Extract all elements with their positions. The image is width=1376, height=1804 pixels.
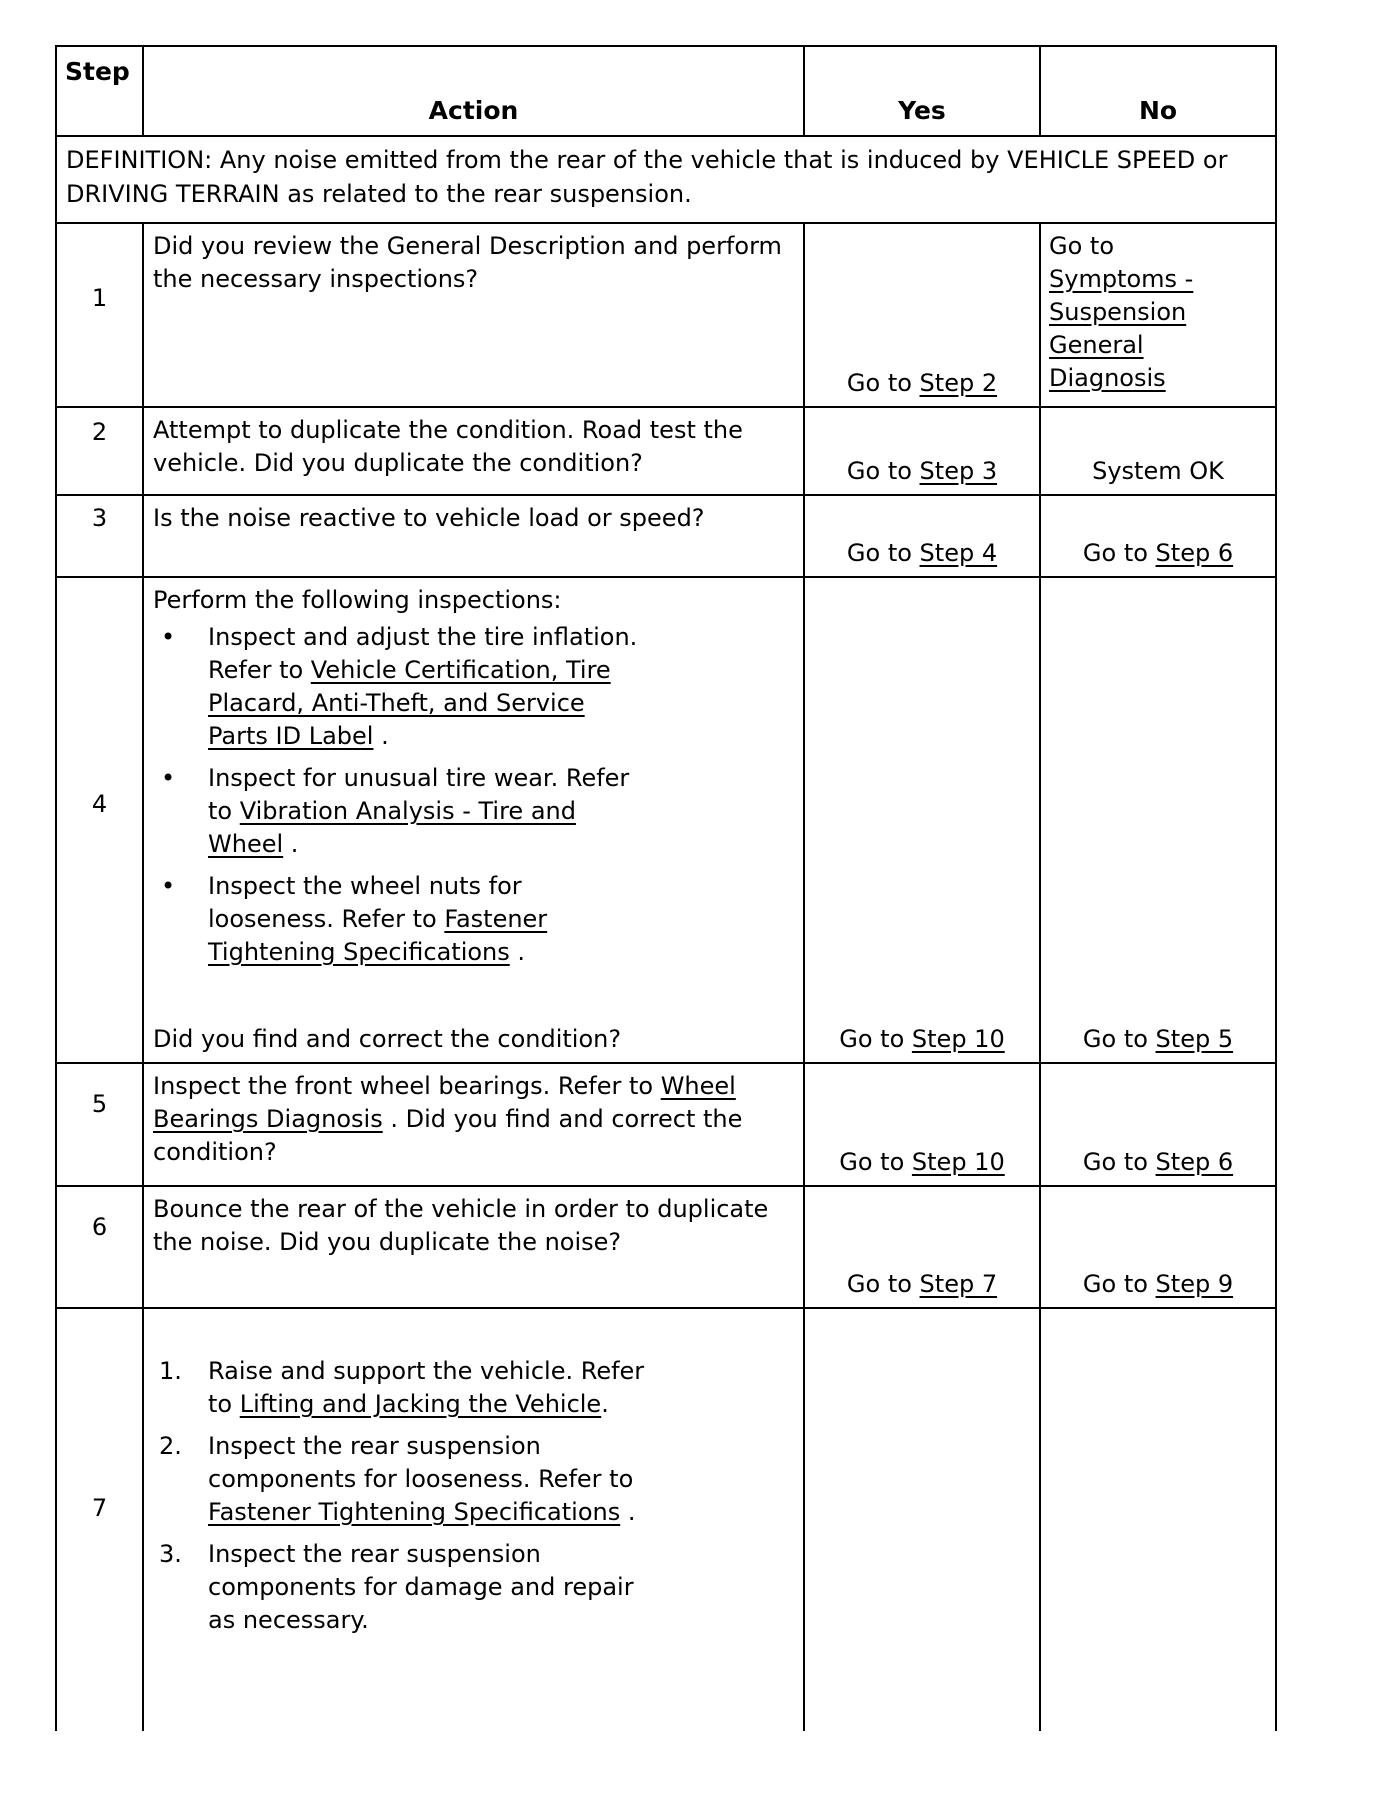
step-action: Did you review the General Description and perform the necessary inspections? xyxy=(144,224,805,406)
link-step-7[interactable]: Step 7 xyxy=(919,1270,998,1298)
no-outcome: Go to Step 6 xyxy=(1082,539,1234,567)
header-yes: Yes xyxy=(805,47,1041,135)
definition-text: DEFINITION: Any noise emitted from the rear of the vehicle that is induced by VEHICLE SPEED or DRIVING TERRAIN as related to the rear suspension. xyxy=(66,146,1228,208)
table-row-step-1 xyxy=(55,222,1277,406)
table-row-step-3 xyxy=(55,494,1277,576)
table-row-step-5 xyxy=(55,1062,1277,1185)
step-number: 7 xyxy=(57,1309,144,1731)
link-step-2[interactable]: Step 2 xyxy=(919,369,998,397)
step-number: 1 xyxy=(57,224,144,406)
link-step-4[interactable]: Step 4 xyxy=(919,539,998,567)
link-wheel-bearings-diagnosis[interactable]: Wheel Bearings Diagnosis xyxy=(153,1072,736,1133)
procedure-steps xyxy=(153,1355,795,1637)
no-outcome: System OK xyxy=(1092,457,1224,485)
bullet-icon: • xyxy=(161,623,176,651)
step-action xyxy=(144,1309,805,1731)
no-outcome: Go to Symptoms - Suspension General Diagnosis xyxy=(1041,224,1275,406)
definition-row xyxy=(55,135,1277,222)
step-number: 5 xyxy=(57,1064,144,1185)
list-item: 2. Inspect the rear suspension components for looseness. Refer to Fastener Tightening Specifications . xyxy=(159,1432,636,1526)
link-fastener-tightening-specifications[interactable]: Fastener Tightening Specifications xyxy=(208,905,548,966)
yes-outcome xyxy=(805,1309,1041,1731)
list-item: 3. Inspect the rear suspension components for damage and repair as necessary. xyxy=(159,1540,634,1634)
header-no: No xyxy=(1138,96,1178,125)
yes-outcome: Go to Step 10 xyxy=(805,578,1041,1062)
step-action: Inspect the front wheel bearings. Refer to Wheel Bearings Diagnosis . Did you find and correct the condition? xyxy=(144,1064,805,1185)
step-action: Is the noise reactive to vehicle load or speed? xyxy=(144,496,805,576)
yes-outcome: Go to Step 7 xyxy=(805,1187,1041,1307)
no-outcome: Go to Step 6 xyxy=(1082,1148,1234,1176)
link-step-6[interactable]: Step 6 xyxy=(1155,1148,1234,1176)
link-lifting-and-jacking[interactable]: Lifting and Jacking the Vehicle xyxy=(239,1390,602,1418)
yes-outcome: Go to Step 3 xyxy=(805,408,1041,494)
table-row-step-7 xyxy=(55,1307,1277,1731)
link-step-9[interactable]: Step 9 xyxy=(1155,1270,1234,1298)
table-header xyxy=(55,45,1277,135)
bullet-icon: • xyxy=(161,764,176,792)
list-item: • Inspect and adjust the tire inflation. Refer to Vehicle Certification, Tire Placard, Anti-Theft, and Service Parts ID Label . xyxy=(161,623,638,750)
link-step-10[interactable]: Step 10 xyxy=(911,1025,1005,1053)
yes-outcome: Go to Step 2 xyxy=(805,224,1041,406)
header-action: Action xyxy=(144,47,805,135)
link-step-5[interactable]: Step 5 xyxy=(1155,1025,1234,1053)
step-question: Did you find and correct the condition? xyxy=(153,1025,622,1053)
link-step-6[interactable]: Step 6 xyxy=(1155,539,1234,567)
step-number: 2 xyxy=(57,408,144,494)
no-outcome xyxy=(1041,1309,1275,1731)
list-item: 1. Raise and support the vehicle. Refer to Lifting and Jacking the Vehicle. xyxy=(159,1357,645,1418)
diagnostic-table xyxy=(55,45,1277,1731)
link-vibration-analysis-tire-wheel[interactable]: Vibration Analysis - Tire and Wheel xyxy=(208,797,576,858)
step-number: 6 xyxy=(57,1187,144,1307)
header-step: Step xyxy=(57,47,144,135)
step-action xyxy=(144,578,805,1062)
table-row-step-4 xyxy=(55,576,1277,1062)
bullet-icon: • xyxy=(161,872,176,900)
step-number: 3 xyxy=(57,496,144,576)
table-row-step-2 xyxy=(55,406,1277,494)
link-fastener-tightening-specifications[interactable]: Fastener Tightening Specifications xyxy=(208,1498,621,1526)
list-item: • Inspect for unusual tire wear. Refer to Vibration Analysis - Tire and Wheel . xyxy=(161,764,630,858)
step-action: Bounce the rear of the vehicle in order to duplicate the noise. Did you duplicate the noise? xyxy=(144,1187,805,1307)
inspection-bullets xyxy=(153,621,795,969)
link-step-10[interactable]: Step 10 xyxy=(911,1148,1005,1176)
step-action: Attempt to duplicate the condition. Road test the vehicle. Did you duplicate the condition? xyxy=(144,408,805,494)
yes-outcome: Go to Step 10 xyxy=(805,1064,1041,1185)
table-row-step-6 xyxy=(55,1185,1277,1307)
step-number: 4 xyxy=(57,578,144,1062)
inspections-intro: Perform the following inspections: xyxy=(153,586,562,614)
link-step-3[interactable]: Step 3 xyxy=(919,457,998,485)
yes-outcome: Go to Step 4 xyxy=(805,496,1041,576)
list-item: • Inspect the wheel nuts for looseness. Refer to Fastener Tightening Specifications . xyxy=(161,872,548,966)
link-symptoms-suspension-general-diagnosis[interactable]: Symptoms - Suspension General Diagnosis xyxy=(1049,265,1194,392)
link-vehicle-certification-label[interactable]: Vehicle Certification, Tire Placard, Anti-Theft, and Service Parts ID Label xyxy=(208,656,611,750)
no-outcome: Go to Step 9 xyxy=(1082,1270,1234,1298)
no-outcome: Go to Step 5 xyxy=(1082,1025,1234,1053)
